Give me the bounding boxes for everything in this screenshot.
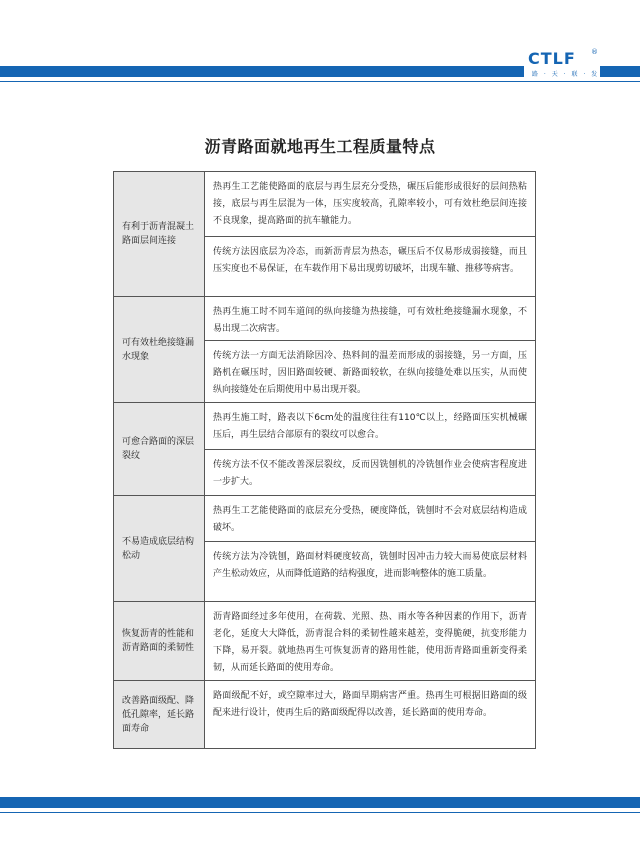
page-title: 沥青路面就地再生工程质量特点 <box>204 137 436 156</box>
logo-registered-mark: ® <box>591 48 598 56</box>
table-row <box>113 171 536 296</box>
hot-recycling-cell: 热再生工艺能使路面的底层与再生层充分受热，碾压后能形成很好的层间热粘接，底层与再生层混为一体，压实度较高，孔隙率较小，可有效杜绝层间连接不良现象，提高路面的抗车辙能力。 <box>205 172 536 236</box>
bottom-blue-band <box>0 797 640 808</box>
row-label: 恢复沥青的性能和沥青路面的柔韧性 <box>113 602 205 680</box>
top-thin-rule <box>0 81 640 82</box>
table-row <box>113 680 536 749</box>
table-row <box>113 601 536 680</box>
row-label: 改善路面级配、降低孔隙率，延长路面寿命 <box>113 681 205 748</box>
hot-recycling-cell: 热再生施工时不同车道间的纵向接缝为热接缝，可有效杜绝接缝漏水现象，不易出现二次病害。 <box>205 297 536 340</box>
ctlf-logo <box>524 50 600 80</box>
description-cell: 路面级配不好，或空隙率过大，路面早期病害严重。热再生可根据旧路面的级配来进行设计，使再生后的路面级配得以改善，延长路面的使用寿命。 <box>205 681 536 748</box>
row-label: 可有效杜绝接缝漏水现象 <box>113 297 205 402</box>
table-row <box>113 402 536 495</box>
description-cell: 沥青路面经过多年使用，在荷载、光照、热、雨水等各种因素的作用下，沥青老化，延度大大降低，沥青混合料的柔韧性越来越差，变得脆硬，抗变形能力下降，易开裂。就地热再生可恢复沥青的路用性能，使用沥青路面重新变得柔韧，从而延长路面的使用寿命。 <box>205 602 536 680</box>
bottom-thin-rule <box>0 812 640 813</box>
row-label: 不易造成底层结构松动 <box>113 496 205 601</box>
logo-text: CTLF <box>528 49 576 68</box>
row-label: 可愈合路面的深层裂纹 <box>113 403 205 495</box>
table-row <box>113 495 536 601</box>
traditional-method-cell: 传统方法为冷铣刨，路面材料硬度较高，铣刨时因冲击力较大而易使底层材料产生松动效应，从而降低道路的结构强度，进而影响整体的施工质量。 <box>205 541 536 601</box>
hot-recycling-cell: 热再生工艺能使路面的底层充分受热，硬度降低，铣刨时不会对底层结构造成破坏。 <box>205 496 536 541</box>
traditional-method-cell: 传统方法一方面无法消除因冷、热料间的温差而形成的弱接缝，另一方面，压路机在碾压时，因旧路面较硬、新路面较软，在纵向接缝处难以压实，从而使纵向接缝处在后期使用中易出现开裂。 <box>205 340 536 402</box>
table-row <box>113 296 536 402</box>
hot-recycling-cell: 热再生施工时，路表以下6cm处的温度往往有110℃以上，经路面压实机械碾压后，再生层结合部原有的裂纹可以愈合。 <box>205 403 536 449</box>
traditional-method-cell: 传统方法不仅不能改善深层裂纹，反而因铣刨机的冷铣刨作业会使病害程度进一步扩大。 <box>205 449 536 495</box>
traditional-method-cell: 传统方法因底层为冷态，而新沥青层为热态，碾压后不仅易形成弱接缝，而且压实度也不易保证，在车载作用下易出现剪切破坏，出现车辙、推移等病害。 <box>205 236 536 296</box>
row-label: 有利于沥青混凝土路面层间连接 <box>113 172 205 296</box>
quality-features-table <box>113 171 536 749</box>
logo-subtitle: 路 · 天 · 联 · 发 <box>532 71 600 78</box>
